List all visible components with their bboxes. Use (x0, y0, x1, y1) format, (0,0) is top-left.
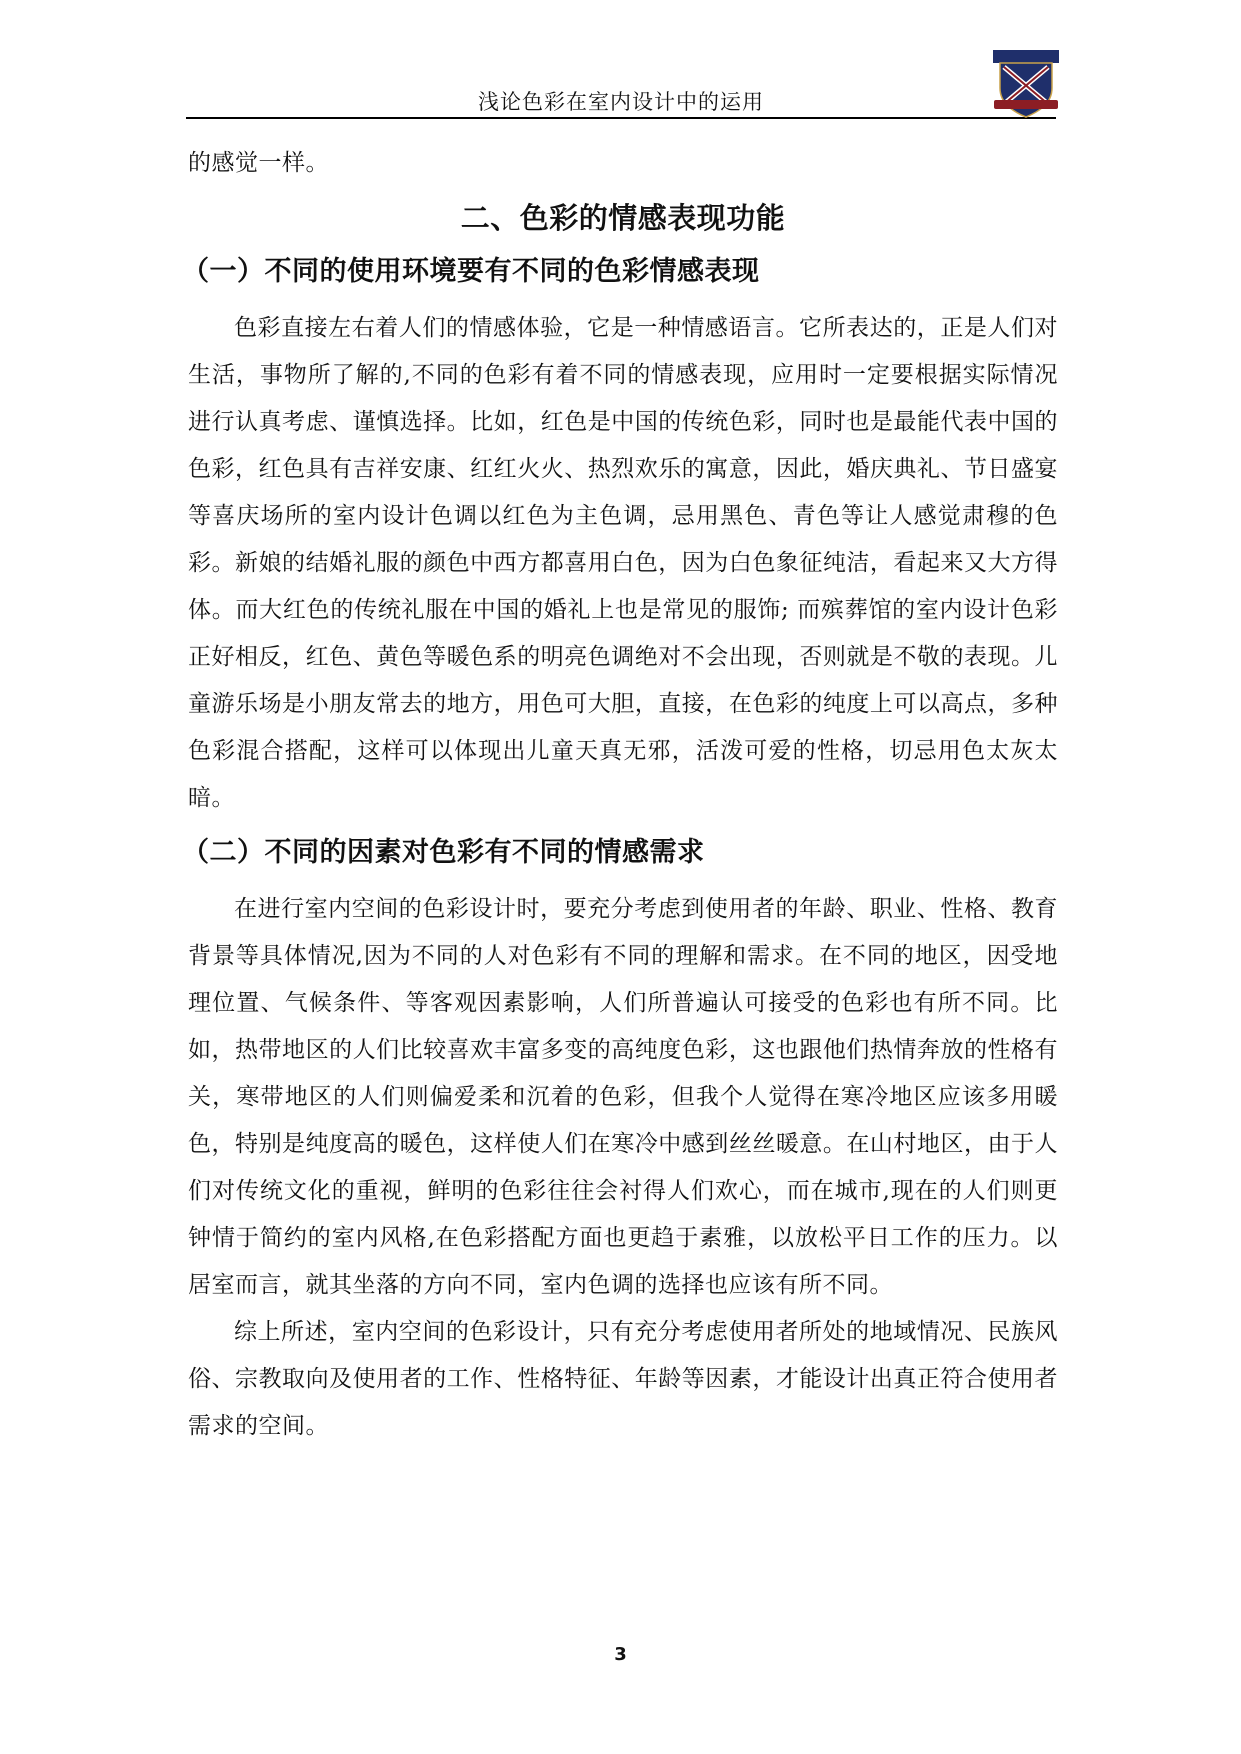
crest-banner (993, 50, 1059, 63)
subsection-1-title: （一）不同的使用环境要有不同的色彩情感表现 (182, 256, 760, 287)
university-crest-icon (990, 48, 1062, 120)
subsection-1-paragraph: 色彩直接左右着人们的情感体验，它是一种情感语言。它所表达的，正是人们对生活，事物所了解的,不同的色彩有着不同的情感表现，应用时一定要根据实际情况进行认真考虑、谨慎选择。比如，红色是中国的传统色彩，同时也是最能代表中国的色彩，红色具有吉祥安康、红红火火、热烈欢乐的寓意，因此，婚庆典礼、节日盛宴等喜庆场所的室内设计色调以红色为主色调，忌用黑色、青色等让人感觉肃穆的色彩。新娘的结婚礼服的颜色中西方都喜用白色，因为白色象征纯洁，看起来又大方得体。而大红色的传统礼服在中国的婚礼上也是常见的服饰; 而殡葬馆的室内设计色彩正好相反，红色、黄色等暖色系的明亮色调绝对不会出现，否则就是不敬的表现。儿童游乐场是小朋友常去的地方，用色可大胆，直接，在色彩的纯度上可以高点，多种色彩混合搭配，这样可以体现出儿童天真无邪，活泼可爱的性格，切忌用色太灰太暗。 (188, 315, 1058, 811)
header-rule (186, 117, 1056, 119)
header-title: 浅论色彩在室内设计中的运用 (478, 90, 764, 114)
section-title: 二、色彩的情感表现功能 (460, 201, 786, 235)
subsection-2-title: （二）不同的因素对色彩有不同的情感需求 (182, 837, 705, 868)
subsection-2-paragraph: 在进行室内空间的色彩设计时，要充分考虑到使用者的年龄、职业、性格、教育背景等具体情况,因为不同的人对色彩有不同的理解和需求。在不同的地区，因受地理位置、气候条件、等客观因素影响，人们所普遍认可接受的色彩也有所不同。比如，热带地区的人们比较喜欢丰富多变的高纯度色彩，这也跟他们热情奔放的性格有关，寒带地区的人们则偏爱柔和沉着的色彩，但我个人觉得在寒冷地区应该多用暖色，特别是纯度高的暖色，这样使人们在寒冷中感到丝丝暖意。在山村地区，由于人们对传统文化的重视，鲜明的色彩往往会衬得人们欢心，而在城市,现在的人们则更钟情于简约的室内风格,在色彩搭配方面也更趋于素雅，以放松平日工作的压力。以居室而言，就其坐落的方向不同，室内色调的选择也应该有所不同。 (188, 896, 1058, 1298)
crest-ribbon (994, 100, 1058, 109)
continuation-text: 的感觉一样。 (188, 150, 329, 176)
conclusion-paragraph: 综上所述，室内空间的色彩设计，只有充分考虑使用者所处的地域情况、民族风俗、宗教取向及使用者的工作、性格特征、年龄等因素，才能设计出真正符合使用者需求的空间。 (188, 1319, 1058, 1439)
page-content (182, 140, 1058, 1450)
page-number: 3 (614, 1644, 627, 1665)
